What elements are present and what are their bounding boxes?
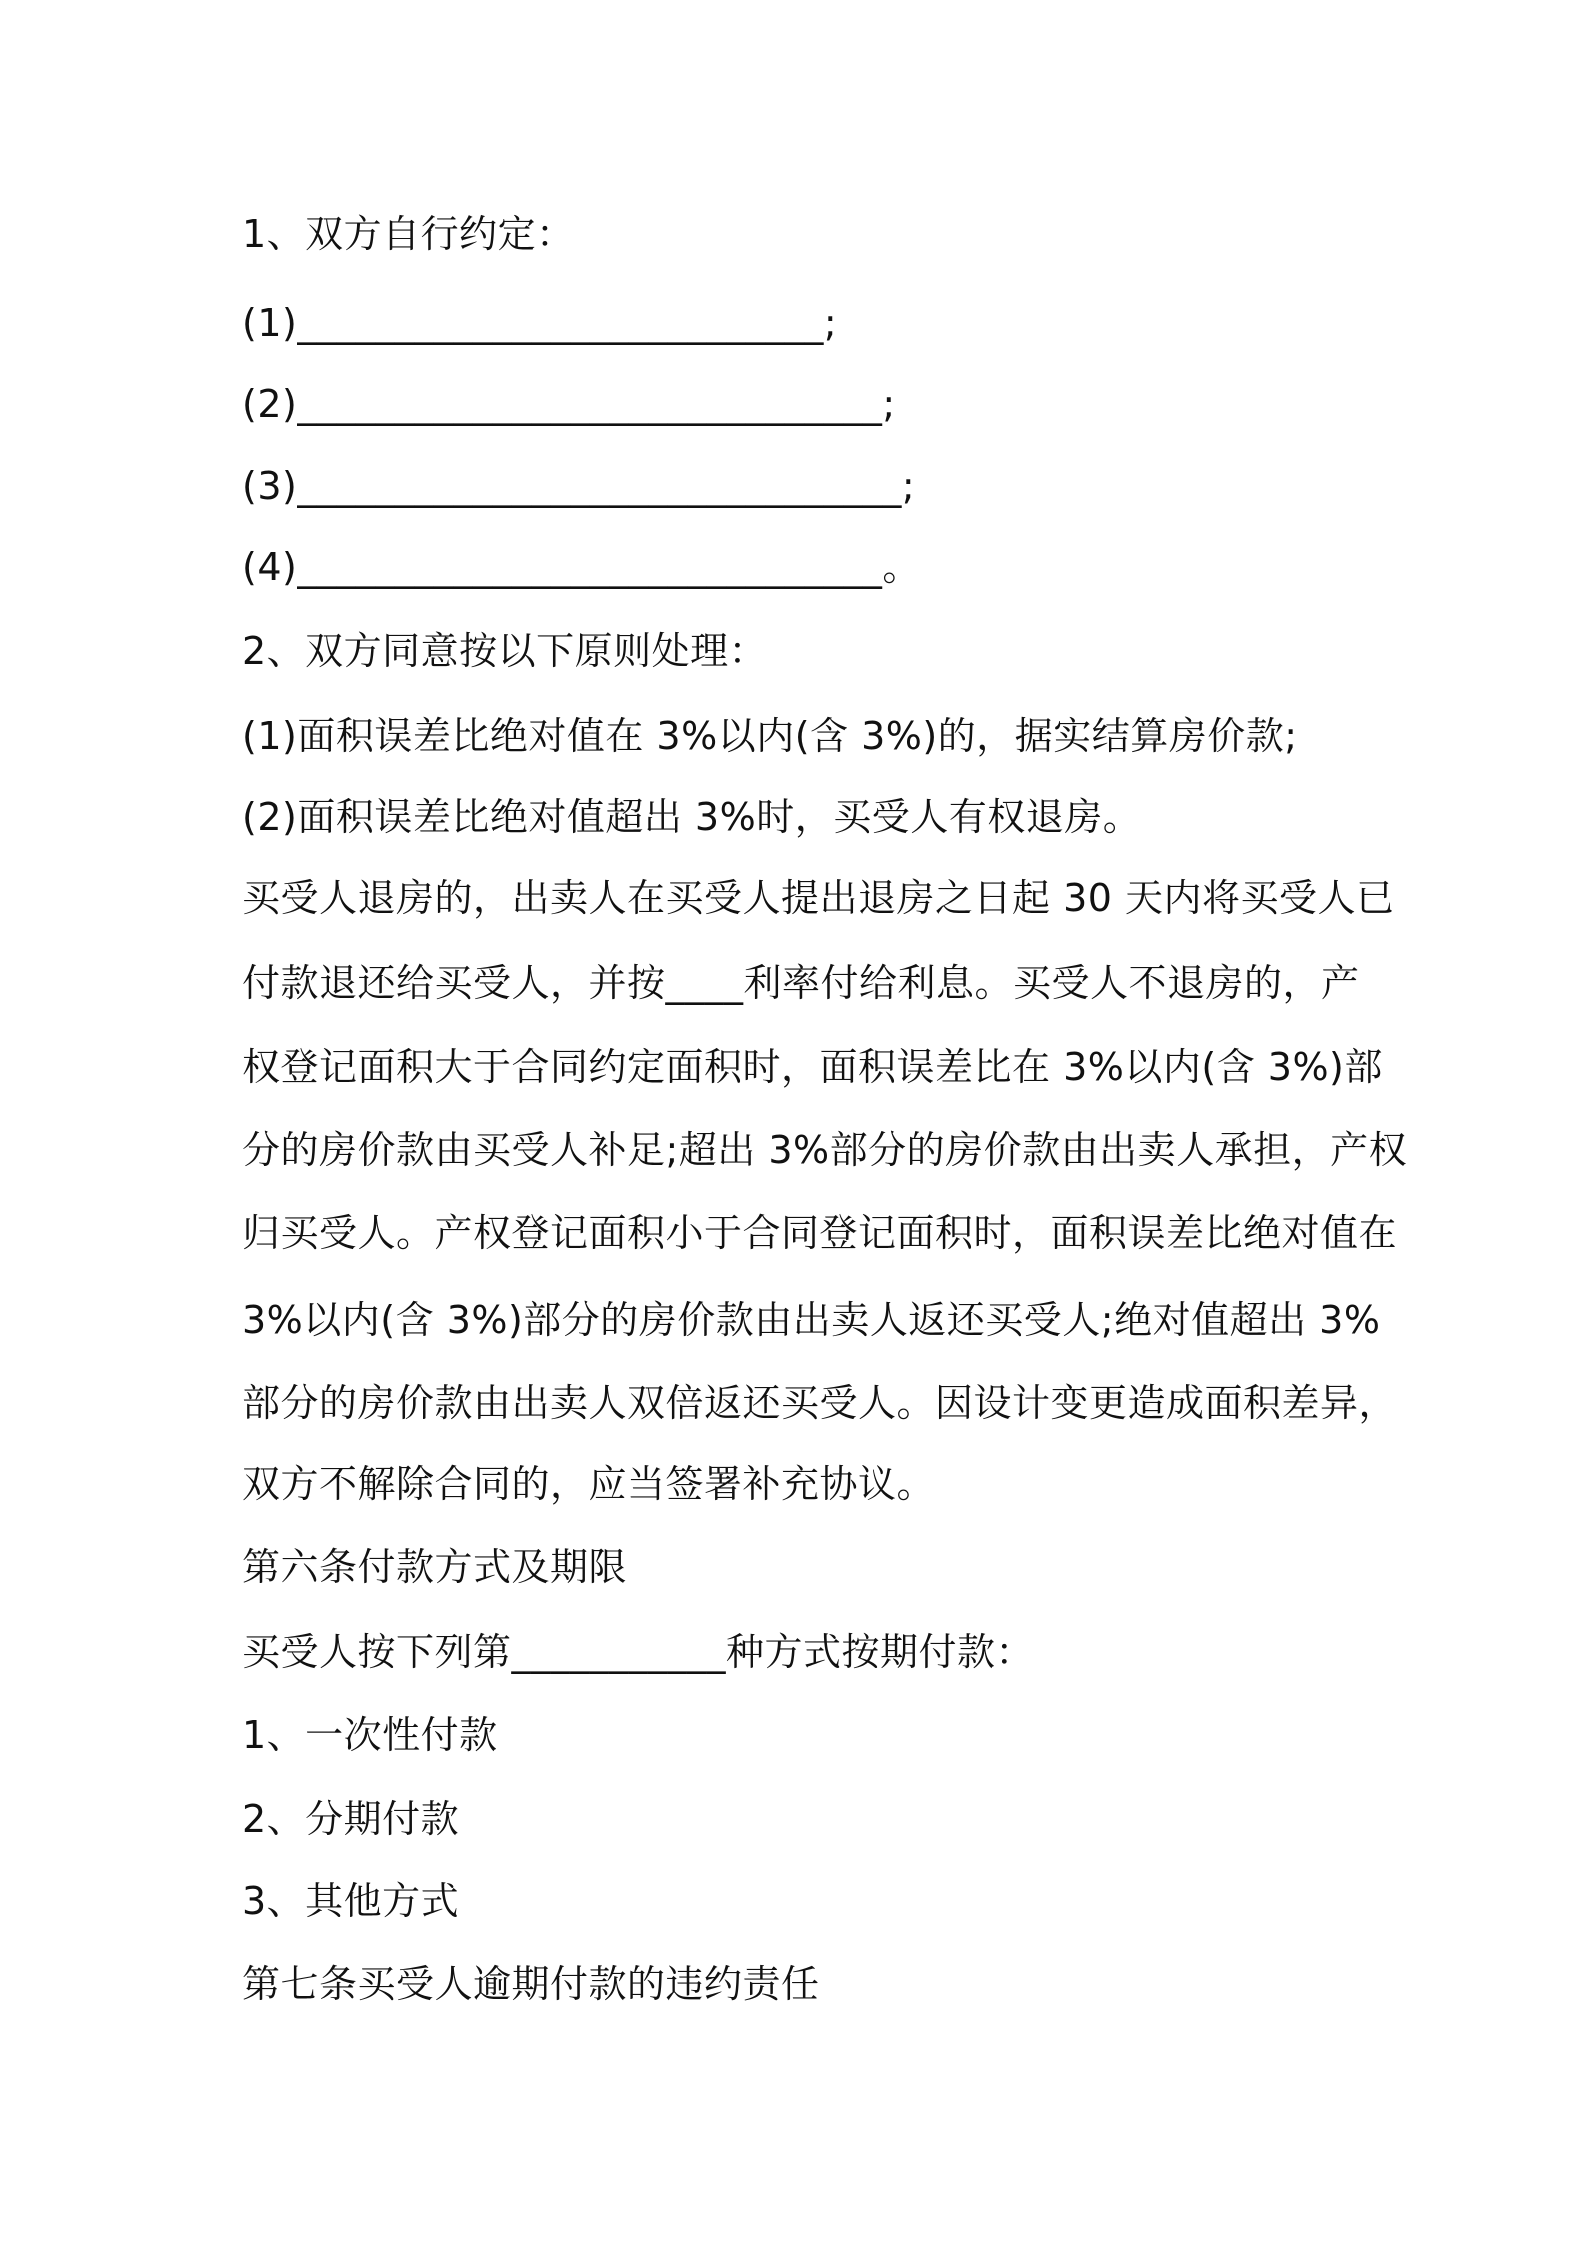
body-paragraph-line: 双方不解除合同的，应当签署补充协议。: [242, 1462, 936, 1506]
payment-option-1: 1、一次性付款: [242, 1713, 498, 1757]
payment-option-3: 3、其他方式: [242, 1879, 460, 1923]
body-paragraph-line: 分的房价款由买受人补足;超出 3%部分的房价款由出卖人承担，产权: [242, 1128, 1408, 1172]
payment-option-2: 2、分期付款: [242, 1797, 460, 1841]
payment-method-line: 买受人按下列第___________种方式按期付款：: [242, 1630, 1035, 1674]
clause-1-heading: 1、双方自行约定：: [242, 212, 575, 256]
principle-2: (2)面积误差比绝对值超出 3%时，买受人有权退房。: [242, 795, 1142, 839]
blank-item-3: (3)_______________________________;: [242, 464, 916, 508]
body-paragraph-line: 部分的房价款由出卖人双倍返还买受人。因设计变更造成面积差异，: [242, 1381, 1398, 1425]
body-paragraph-line: 付款退还给买受人，并按____利率付给利息。买受人不退房的，产: [242, 961, 1360, 1005]
body-paragraph-line: 3%以内(含 3%)部分的房价款由出卖人返还买受人;绝对值超出 3%: [242, 1298, 1381, 1342]
article-6-heading: 第六条付款方式及期限: [242, 1545, 628, 1589]
principle-1: (1)面积误差比绝对值在 3%以内(含 3%)的，据实结算房价款;: [242, 714, 1298, 758]
body-paragraph-line: 买受人退房的，出卖人在买受人提出退房之日起 30 天内将买受人已: [242, 876, 1395, 920]
blank-item-4: (4)______________________________。: [242, 545, 921, 589]
body-paragraph-line: 归买受人。产权登记面积小于合同登记面积时，面积误差比绝对值在: [242, 1211, 1398, 1255]
article-7-heading: 第七条买受人逾期付款的违约责任: [242, 1962, 820, 2006]
body-paragraph-line: 权登记面积大于合同约定面积时，面积误差比在 3%以内(含 3%)部: [242, 1045, 1383, 1089]
blank-item-1: (1)___________________________;: [242, 301, 838, 345]
clause-2-heading: 2、双方同意按以下原则处理：: [242, 629, 768, 673]
blank-item-2: (2)______________________________;: [242, 382, 896, 426]
